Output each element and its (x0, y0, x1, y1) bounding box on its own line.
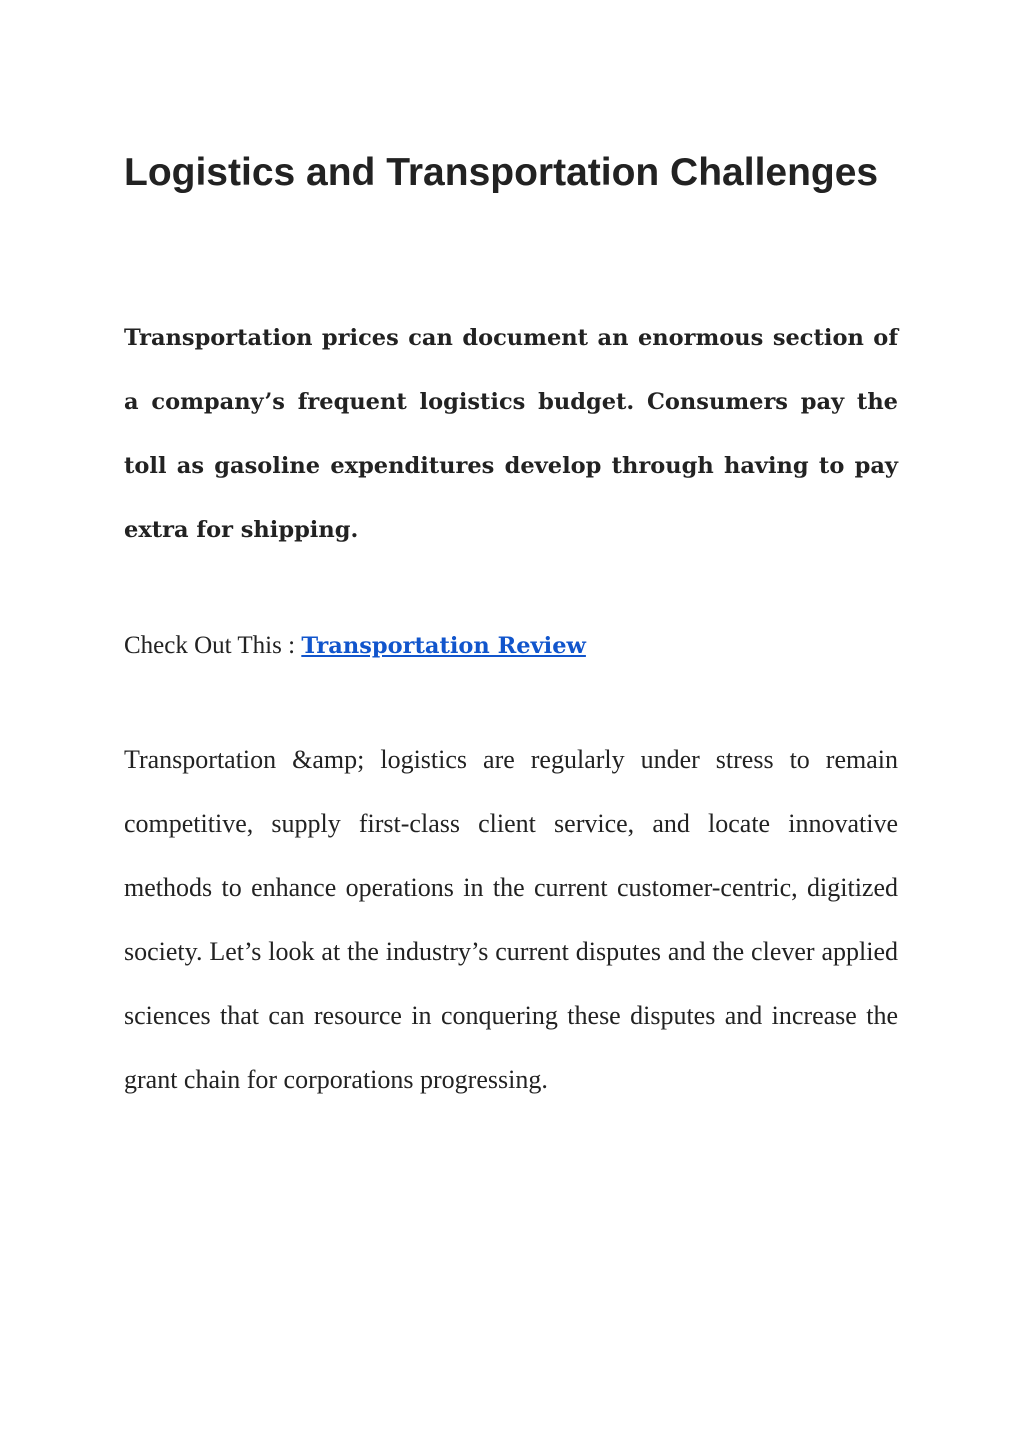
page-title: Logistics and Transportation Challenges (124, 151, 879, 194)
lead-paragraph: Transportation prices can document an enormous section of a company’s frequent logistics budget. Consumers pay the toll as gasoline expenditures develop through having to pay extra for shipping. (124, 325, 898, 543)
transportation-review-link[interactable]: Transportation Review (301, 633, 586, 659)
check-out-prefix: Check Out This : (124, 632, 302, 659)
body-paragraph: Transportation &amp; logistics are regularly under stress to remain competitive, supply first-class client service, and locate innovative methods to enhance operations in the current customer-centric, digitized society. Let’s look at the industry’s current disputes and the clever applied sciences that can resource in conquering these disputes and increase the grant chain for corporations progressing. (124, 745, 898, 1094)
check-out-line (124, 614, 898, 678)
